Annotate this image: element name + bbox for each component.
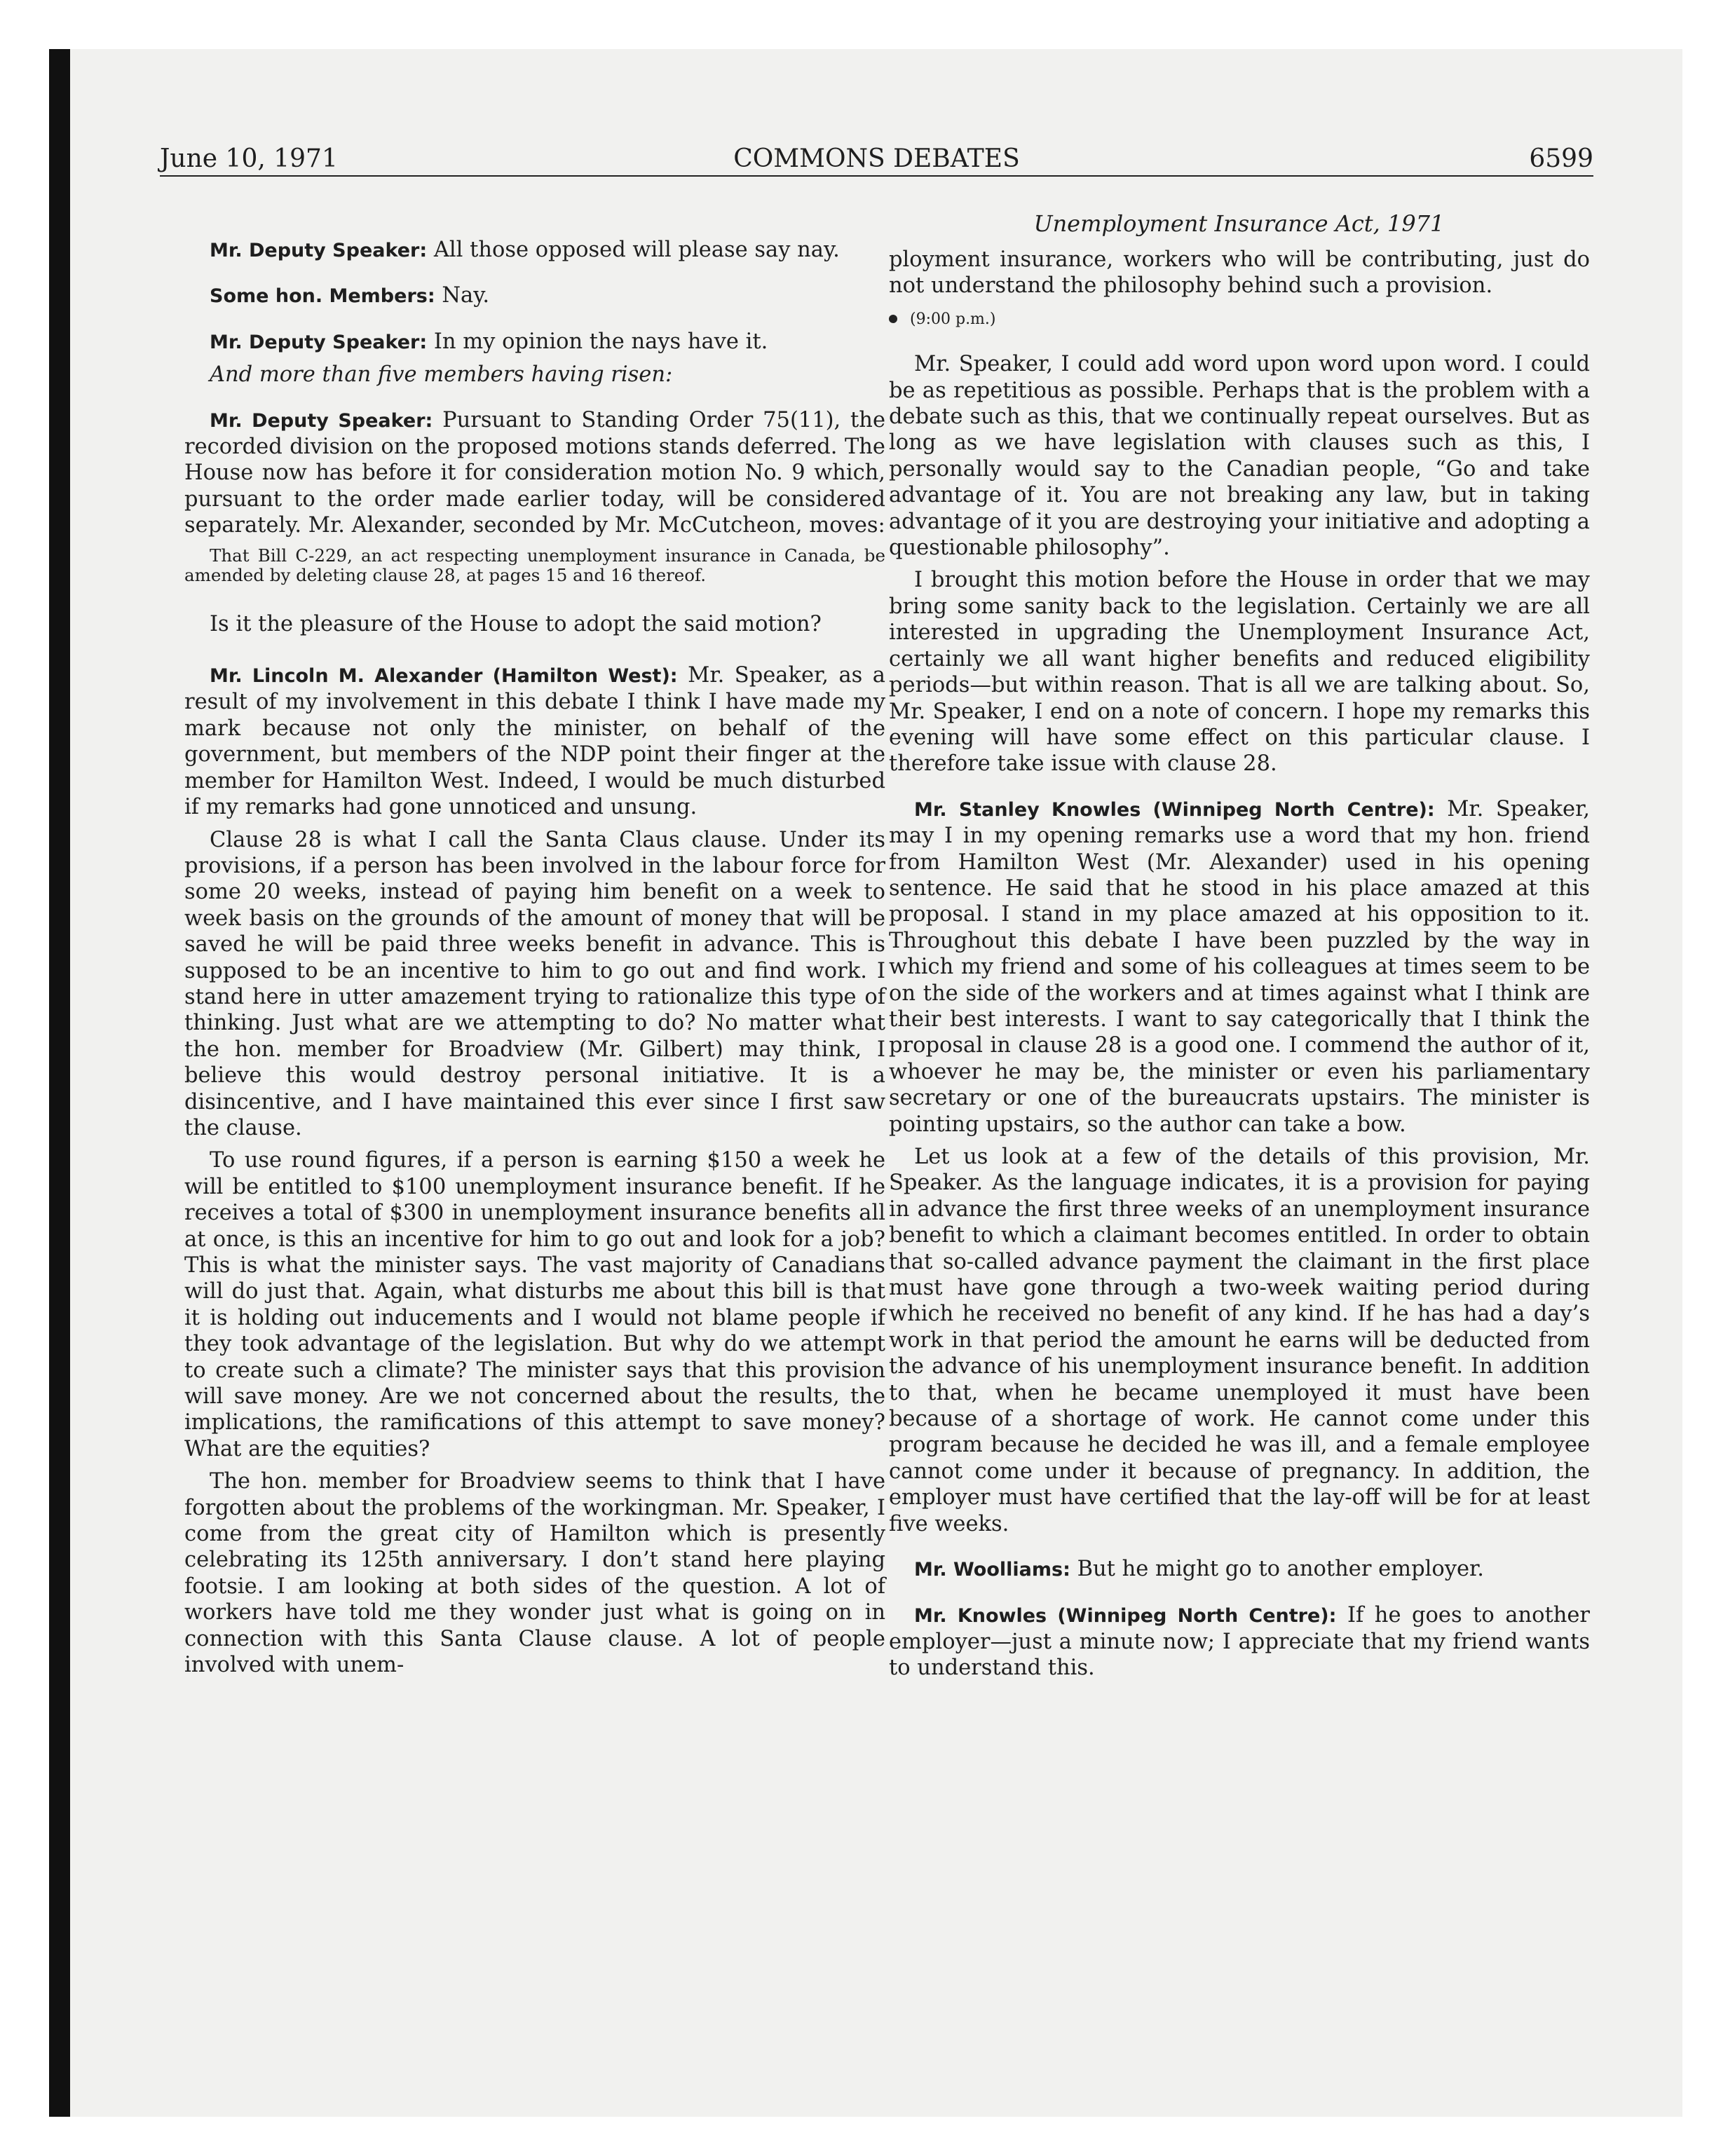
speaker-name: Mr. Deputy Speaker:: [210, 331, 428, 353]
speech-text: In my opinion the nays have it.: [427, 329, 768, 354]
paragraph: [889, 567, 1590, 777]
paragraph: [889, 247, 1590, 299]
header-date: June 10, 1971: [160, 144, 338, 173]
right-column: [889, 247, 1590, 1681]
speaker-name: Mr. Deputy Speaker:: [210, 240, 428, 261]
speech-text: Nay.: [435, 283, 490, 308]
header-title: COMMONS DEBATES: [733, 144, 1020, 173]
speech-text: Mr. Speaker, may I in my opening remarks use a word that my hon. friend from Hamilton West (Mr. Alexander) used in his opening sentence. He said that he stood in his place amazed at this proposal. I stand in my place amazed at his opposition to it. Throughout this debate I have been puzzled by the way in which my friend and some of his colleagues at times seem to be on the side of the workers and at times against what I think are their best interests. I want to say categorically that I think the proposal in clause 28 is a good one. I commend the author of it, whoever he may be, the minister or even his parliamentary secretary or one of the bureaucrats upstairs. The minister is pointing upstairs, so the author can take a bow.: [889, 796, 1590, 1137]
stage-direction-text: And more than five members having risen:: [210, 362, 673, 388]
speech-text: I brought this motion before the House in order that we may bring some sanity back to the legislation. Certainly we are all interested in upgrading the Unemployment Insurance Act, certainly we all want higher benefits and reduced eligibility periods—but within reason. That is all we are talking about. So, Mr. Speaker, I end on a note of concern. I hope my remarks this evening will have some effect on this particular clause. I therefore take issue with clause 28.: [889, 568, 1590, 777]
header-rule: [160, 175, 1593, 177]
paragraph: [889, 351, 1590, 561]
page-header: [160, 145, 1593, 173]
speaker-name: Mr. Stanley Knowles (Winnipeg North Centre):: [914, 798, 1435, 821]
paragraph: [184, 329, 885, 355]
speaker-name: Mr. Knowles (Winnipeg North Centre):: [914, 1604, 1337, 1627]
speech-text: Is it the pleasure of the House to adopt the said motion?: [210, 611, 822, 636]
paragraph: [184, 407, 885, 539]
speech-text: The hon. member for Broadview seems to think that I have forgotten about the problems of the workingman. Mr. Speaker, I come from the great city of Hamilton which is presently celebrating its 125th anniversary. I don’t stand here playing footsie. I am looking at both sides of the question. A lot of workers have told me they wonder just what is going on in connection with this Santa Clause clause. A lot of people involved with unem-: [184, 1469, 885, 1678]
speech-text: To use round figures, if a person is earning $150 a week he will be entitled to $100 unemployment insurance benefit. If he receives a total of $300 in unemployment insurance benefits all at once, is this an incentive for him to go out and look for a job? This is what the minister says. The vast majority of Canadians will do just that. Again, what disturbs me about this bill is that it is holding out inducements and I would not blame people if they took advantage of the legislation. But why do we attempt to create such a climate? The minister says that this provision will save money. Are we not concerned about the results, the implications, the ramifications of this attempt to save money? What are the equities?: [184, 1148, 885, 1461]
paragraph: [184, 662, 885, 820]
paragraph: [889, 1556, 1590, 1583]
speaker-name: Mr. Deputy Speaker:: [210, 409, 433, 432]
paragraph: [184, 282, 885, 309]
paragraph: [184, 827, 885, 1142]
motion-text: That Bill C-229, an act respecting unemployment insurance in Canada, be amended by deleting clause 28, at pages 15 and 16 thereof.: [184, 545, 885, 586]
speech-text: Mr. Speaker, I could add word upon word upon word. I could be as repetitious as possible. Perhaps that is the problem with a debate such as this, that we continually repeat ourselves. But as long as we have legislation with clauses such as this, I personally would say to the Canadian people, “Go and take advantage of it. You are not breaking any law, but in taking advantage of it you are destroying your initiative and adopting a questionable philosophy”.: [889, 352, 1590, 561]
speech-text: Pursuant to Standing Order 75(11), the recorded division on the proposed motions stands deferred. The House now has before it for consideration motion No. 9 which, pursuant to the order made earlier today, will be considered separately. Mr. Alexander, seconded by Mr. McCutcheon, moves:: [184, 407, 885, 538]
speaker-name: Mr. Lincoln M. Alexander (Hamilton West):: [210, 665, 678, 688]
paragraph: [184, 237, 885, 264]
paragraph: [184, 1468, 885, 1678]
speech-text: Clause 28 is what I call the Santa Claus clause. Under its provisions, if a person has been involved in the labour force for some 20 weeks, instead of paying him benefit on a week to week basis on the grounds of the amount of money that will be saved he will be paid three weeks benefit in advance. This is supposed to be an incentive to him to go out and find work. I stand here in utter amazement trying to rationalize this type of thinking. Just what are we attempting to do? No matter what the hon. member for Broadview (Mr. Gilbert) may think, I believe this would destroy personal initiative. It is a disincentive, and I have maintained this ever since I first saw the clause.: [184, 827, 885, 1140]
paragraph: [184, 1147, 885, 1462]
speech-text: Mr. Speaker, as a result of my involvement in this debate I think I have made my mark because not only the minister, on behalf of the government, but members of the NDP point their finger at the member for Hamilton West. Indeed, I would be much disturbed if my remarks had gone unnoticed and unsung.: [184, 663, 885, 820]
time-marker: [889, 306, 1590, 332]
stage-direction: [184, 362, 885, 388]
paragraph: [184, 611, 885, 637]
speech-text: Let us look at a few of the details of this provision, Mr. Speaker. As the language indicates, it is a provision for paying in advance the first three weeks of an unemployment insurance benefit to which a claimant becomes entitled. In order to obtain that so-called advance payment the claimant in the first place must have gone through a two-week waiting period during which he received no benefit of any kind. If he has had a day’s work in that period the amount he earns will be deducted from the advance of his unemployment insurance benefit. In addition to that, when he became unemployed it must have been because of a shortage of work. He cannot come under this program because he decided he was ill, and a female employee cannot come under it because of pregnancy. In addition, the employer must have certified that the lay-off will be for at least five weeks.: [889, 1145, 1590, 1536]
header-page-number: 6599: [1529, 144, 1593, 173]
running-head: Unemployment Insurance Act, 1971: [1033, 210, 1445, 237]
speech-text: If he goes to another employer—just a minute now; I appreciate that my friend wants to understand this.: [889, 1602, 1590, 1681]
paragraph: [889, 1144, 1590, 1537]
speech-text: But he might go to another employer.: [1070, 1557, 1484, 1582]
left-column: [184, 237, 885, 1679]
speaker-name: Some hon. Members:: [210, 285, 435, 308]
speech-text: All those opposed will please say nay.: [427, 238, 840, 262]
motion-quote: [184, 546, 885, 586]
scan-edge: [49, 49, 70, 2117]
bullet-icon: [889, 315, 897, 323]
time-marker-text: (9:00 p.m.): [910, 310, 996, 328]
paragraph: [889, 796, 1590, 1138]
speech-text: ployment insurance, workers who will be contributing, just do not understand the philosophy behind such a provision.: [889, 247, 1590, 299]
paragraph: [889, 1602, 1590, 1681]
speaker-name: Mr. Woolliams:: [914, 1559, 1070, 1581]
